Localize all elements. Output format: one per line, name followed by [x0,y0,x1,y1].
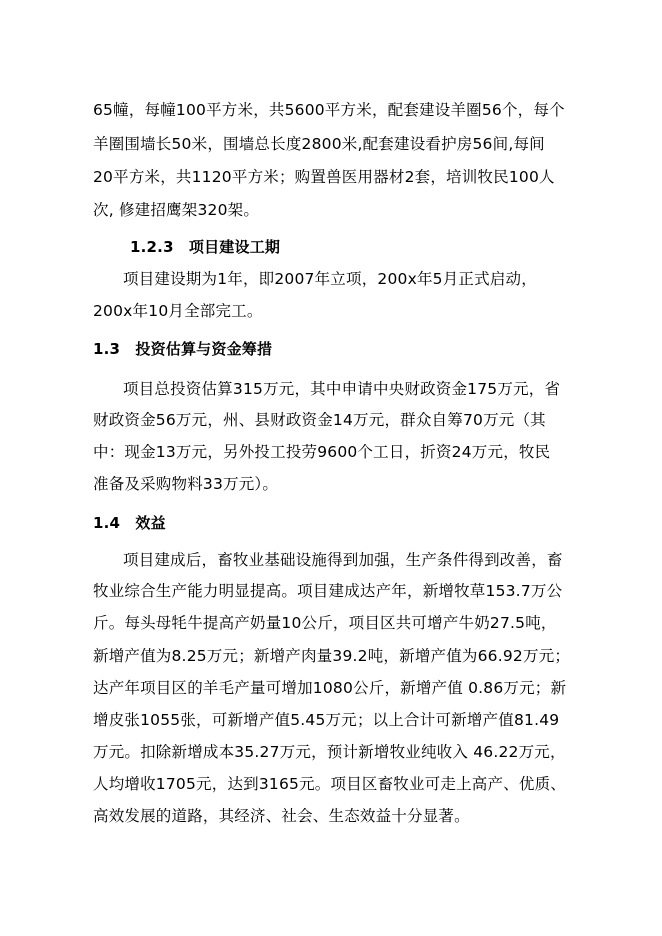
paragraph-line: 65幢，每幢100平方米，共5600平方米，配套建设羊圈56个，每个 [93,101,565,119]
section-heading-1-3: 1.3 投资估算与资金筹措 [93,340,273,358]
paragraph-line: 项目建成后，畜牧业基础设施得到加强，生产条件得到改善，畜 [123,551,563,569]
paragraph-line: 20平方米，共1120平方米；购置兽医用器材2套，培训牧民100人 [93,168,555,186]
paragraph-line: 达产年项目区的羊毛产量可增加1080公斤，新增产值 0.86万元；新 [93,679,567,697]
paragraph-line: 增皮张1055张，可新增产值5.45万元；以上合计可新增产值81.49 [93,711,560,729]
paragraph-line: 中：现金13万元，另外投工投劳9600个工日，折资24万元，牧民 [93,443,551,461]
paragraph-line: 人均增收1705元，达到3165元。项目区畜牧业可走上高产、优质、 [93,775,566,793]
paragraph-line: 羊圈围墙长50米，围墙总长度2800米,配套建设看护房56间,每间 [93,135,545,153]
section-heading-1-4: 1.4 效益 [93,514,166,532]
paragraph-line: 准备及采购物料33万元）。 [93,475,279,493]
paragraph-line: 次, 修建招鹰架320架。 [93,201,260,219]
paragraph-line: 新增产值为8.25万元；新增产肉量39.2吨，新增产值为66.92万元； [93,647,571,665]
paragraph-line: 高效发展的道路，其经济、社会、生态效益十分显著。 [93,807,470,825]
paragraph-line: 万元。扣除新增成本35.27万元，预计新增牧业纯收入 46.22万元， [93,743,566,761]
paragraph-line: 项目总投资估算315万元，其中申请中央财政资金175万元，省 [123,380,561,398]
paragraph-line: 200x年10月全部完工。 [93,302,263,320]
paragraph-line: 项目建设期为1年，即2007年立项，200x年5月正式启动， [123,270,537,288]
paragraph-line: 斤。每头母牦牛提高产奶量10公斤，项目区共可增产牛奶27.5吨， [93,614,557,632]
paragraph-line: 财政资金56万元，州、县财政资金14万元，群众自筹70万元（其 [93,411,546,429]
section-heading-1-2-3: 1.2.3 项目建设工期 [130,238,281,256]
paragraph-line: 牧业综合生产能力明显提高。项目建成达产年，新增牧草153.7万公 [93,582,563,600]
